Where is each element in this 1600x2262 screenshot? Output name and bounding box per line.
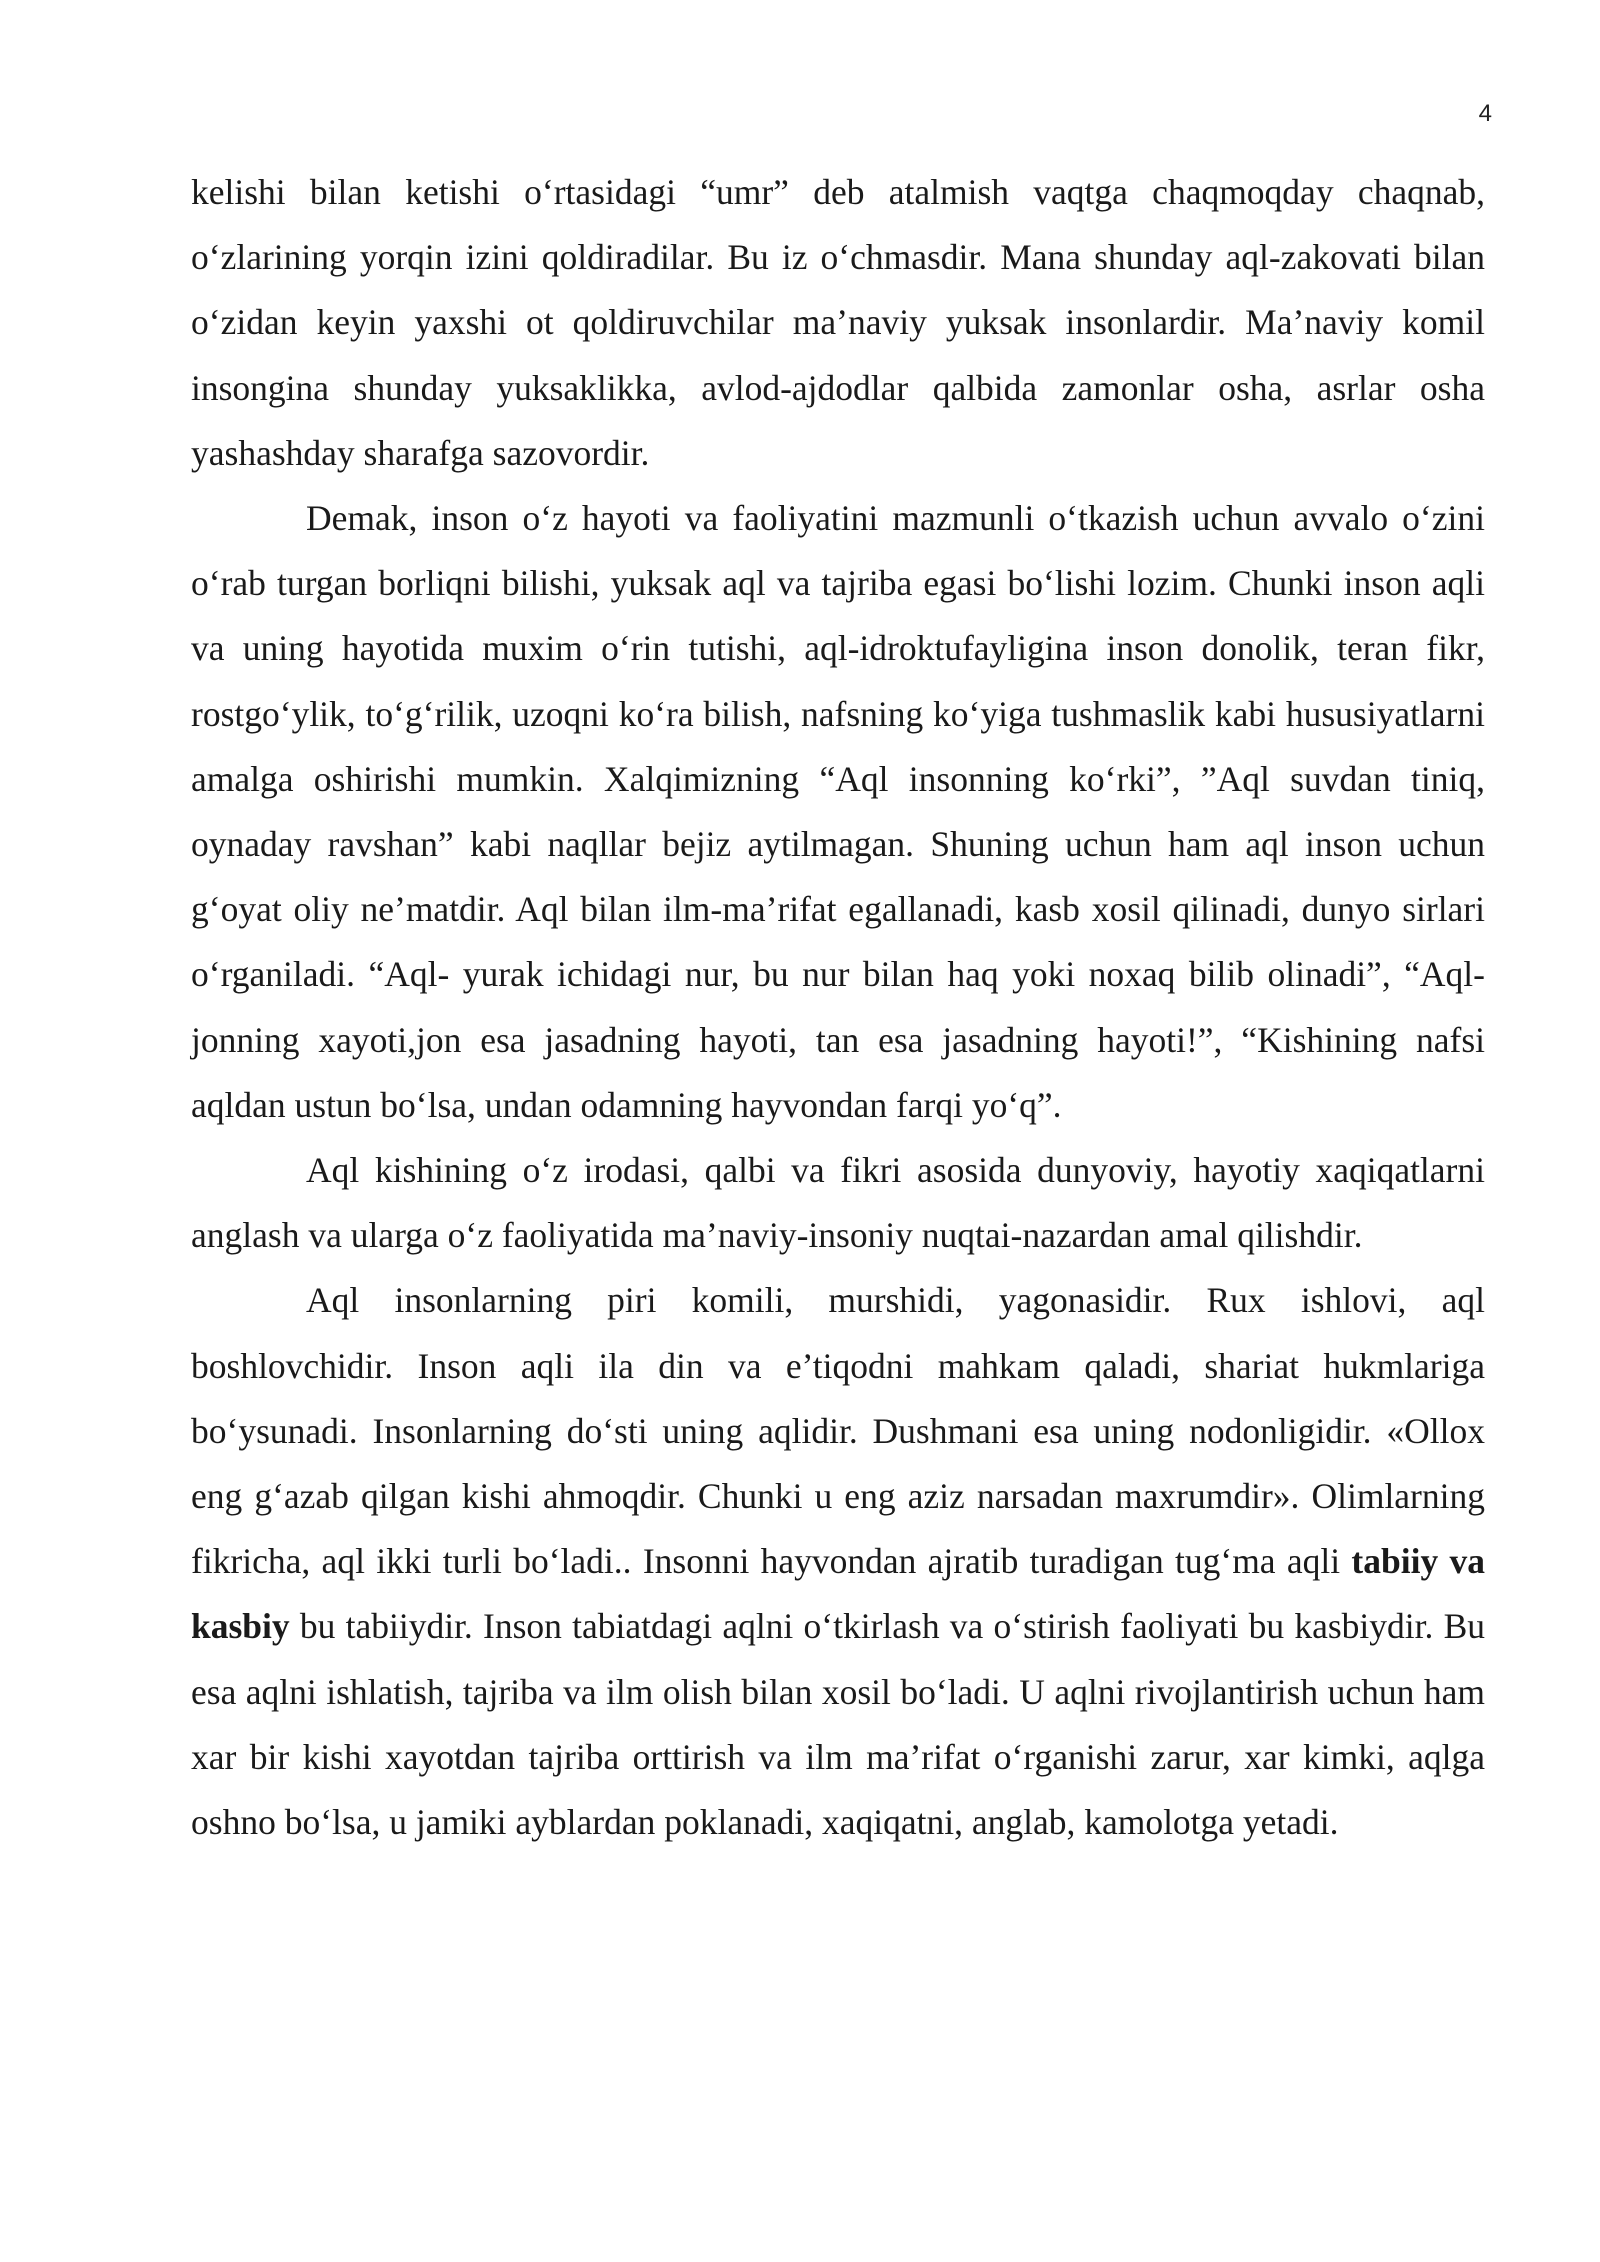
bold-term: tabiiy va kasbiy xyxy=(191,1541,1485,1647)
document-body xyxy=(191,160,1485,1855)
paragraph-4-text-start: Aql insonlarning piri komili, murshidi, yagonasidir. Rux ishlovi, aql boshlovchidir. Inson aqli ila din va e’tiqodni mahkam qaladi, shariat hukmlariga bo‘ysunadi. Insonlarning do‘sti uning aqlidir. Dushmani esa uning nodonligidir. «Ollox eng g‘azab qilgan kishi ahmoqdir. Chunki u eng aziz narsadan maxrumdir». Olimlarning fikricha, aql ikki turli bo‘ladi.. Insonni hayvondan ajratib turadigan tug‘ma aqli xyxy=(191,1280,1485,1582)
paragraph-2-text: Demak, inson o‘z hayoti va faoliyatini mazmunli o‘tkazish uchun avvalo o‘zini o‘rab turgan borliqni bilishi, yuksak aql va tajriba egasi bo‘lishi lozim. Chunki inson aqli va uning hayotida muxim o‘rin tutishi, aql-idroktufayligina inson donolik, teran fikr, rostgo‘ylik, to‘g‘rilik, uzoqni ko‘ra bilish, nafsning ko‘yiga tushmaslik kabi hususiyatlarni amalga oshirishi mumkin. Xalqimizning “Aql insonning ko‘rki”, ”Aql suvdan tiniq, oynaday ravshan” kabi naqllar bejiz aytilmagan. Shuning uchun ham aql inson uchun g‘oyat oliy ne’matdir. Aql bilan ilm-ma’rifat egallanadi, kasb xosil qilinadi, dunyo sirlari o‘rganiladi. “Aql- yurak ichidagi nur, bu nur bilan haq yoki noxaq bilib olinadi”, “Aql- jonning xayoti,jon esa jasadning hayoti, tan esa jasadning hayoti!”, “Kishining nafsi aqldan ustun bo‘lsa, undan odamning hayvondan farqi yo‘q”. xyxy=(191,498,1485,1125)
paragraph-1 xyxy=(191,160,1485,486)
paragraph-3 xyxy=(191,1138,1485,1268)
paragraph-4-text-end: bu tabiiydir. Inson tabiatdagi aqlni o‘tkirlash va o‘stirish faoliyati bu kasbiydir. Bu esa aqlni ishlatish, tajriba va ilm olish bilan xosil bo‘ladi. U aqlni rivojlantirish uchun ham xar bir kishi xayotdan tajriba orttirish va ilm ma’rifat o‘rganishi zarur, xar kimki, aqlga oshno bo‘lsa, u jamiki ayblardan poklanadi, xaqiqatni, anglab, kamolotga yetadi. xyxy=(191,1606,1485,1843)
paragraph-4 xyxy=(191,1268,1485,1855)
page-number: 4 xyxy=(1478,100,1492,127)
paragraph-3-text: Aql kishining o‘z irodasi, qalbi va fikri asosida dunyoviy, hayotiy xaqiqatlarni anglash va ularga o‘z faoliyatida ma’naviy-insoniy nuqtai-nazardan amal qilishdir. xyxy=(191,1150,1485,1256)
paragraph-1-text: kelishi bilan ketishi o‘rtasidagi “umr” deb atalmish vaqtga chaqmoqday chaqnab, o‘zlarining yorqin izini qoldiradilar. Bu iz o‘chmasdir. Mana shunday aql-zakovati bilan o‘zidan keyin yaxshi ot qoldiruvchilar ma’naviy yuksak insonlardir. Ma’naviy komil insongina shunday yuksaklikka, avlod-ajdodlar qalbida zamonlar osha, asrlar osha yashashday sharafga sazovordir. xyxy=(191,172,1485,473)
paragraph-2 xyxy=(191,486,1485,1138)
